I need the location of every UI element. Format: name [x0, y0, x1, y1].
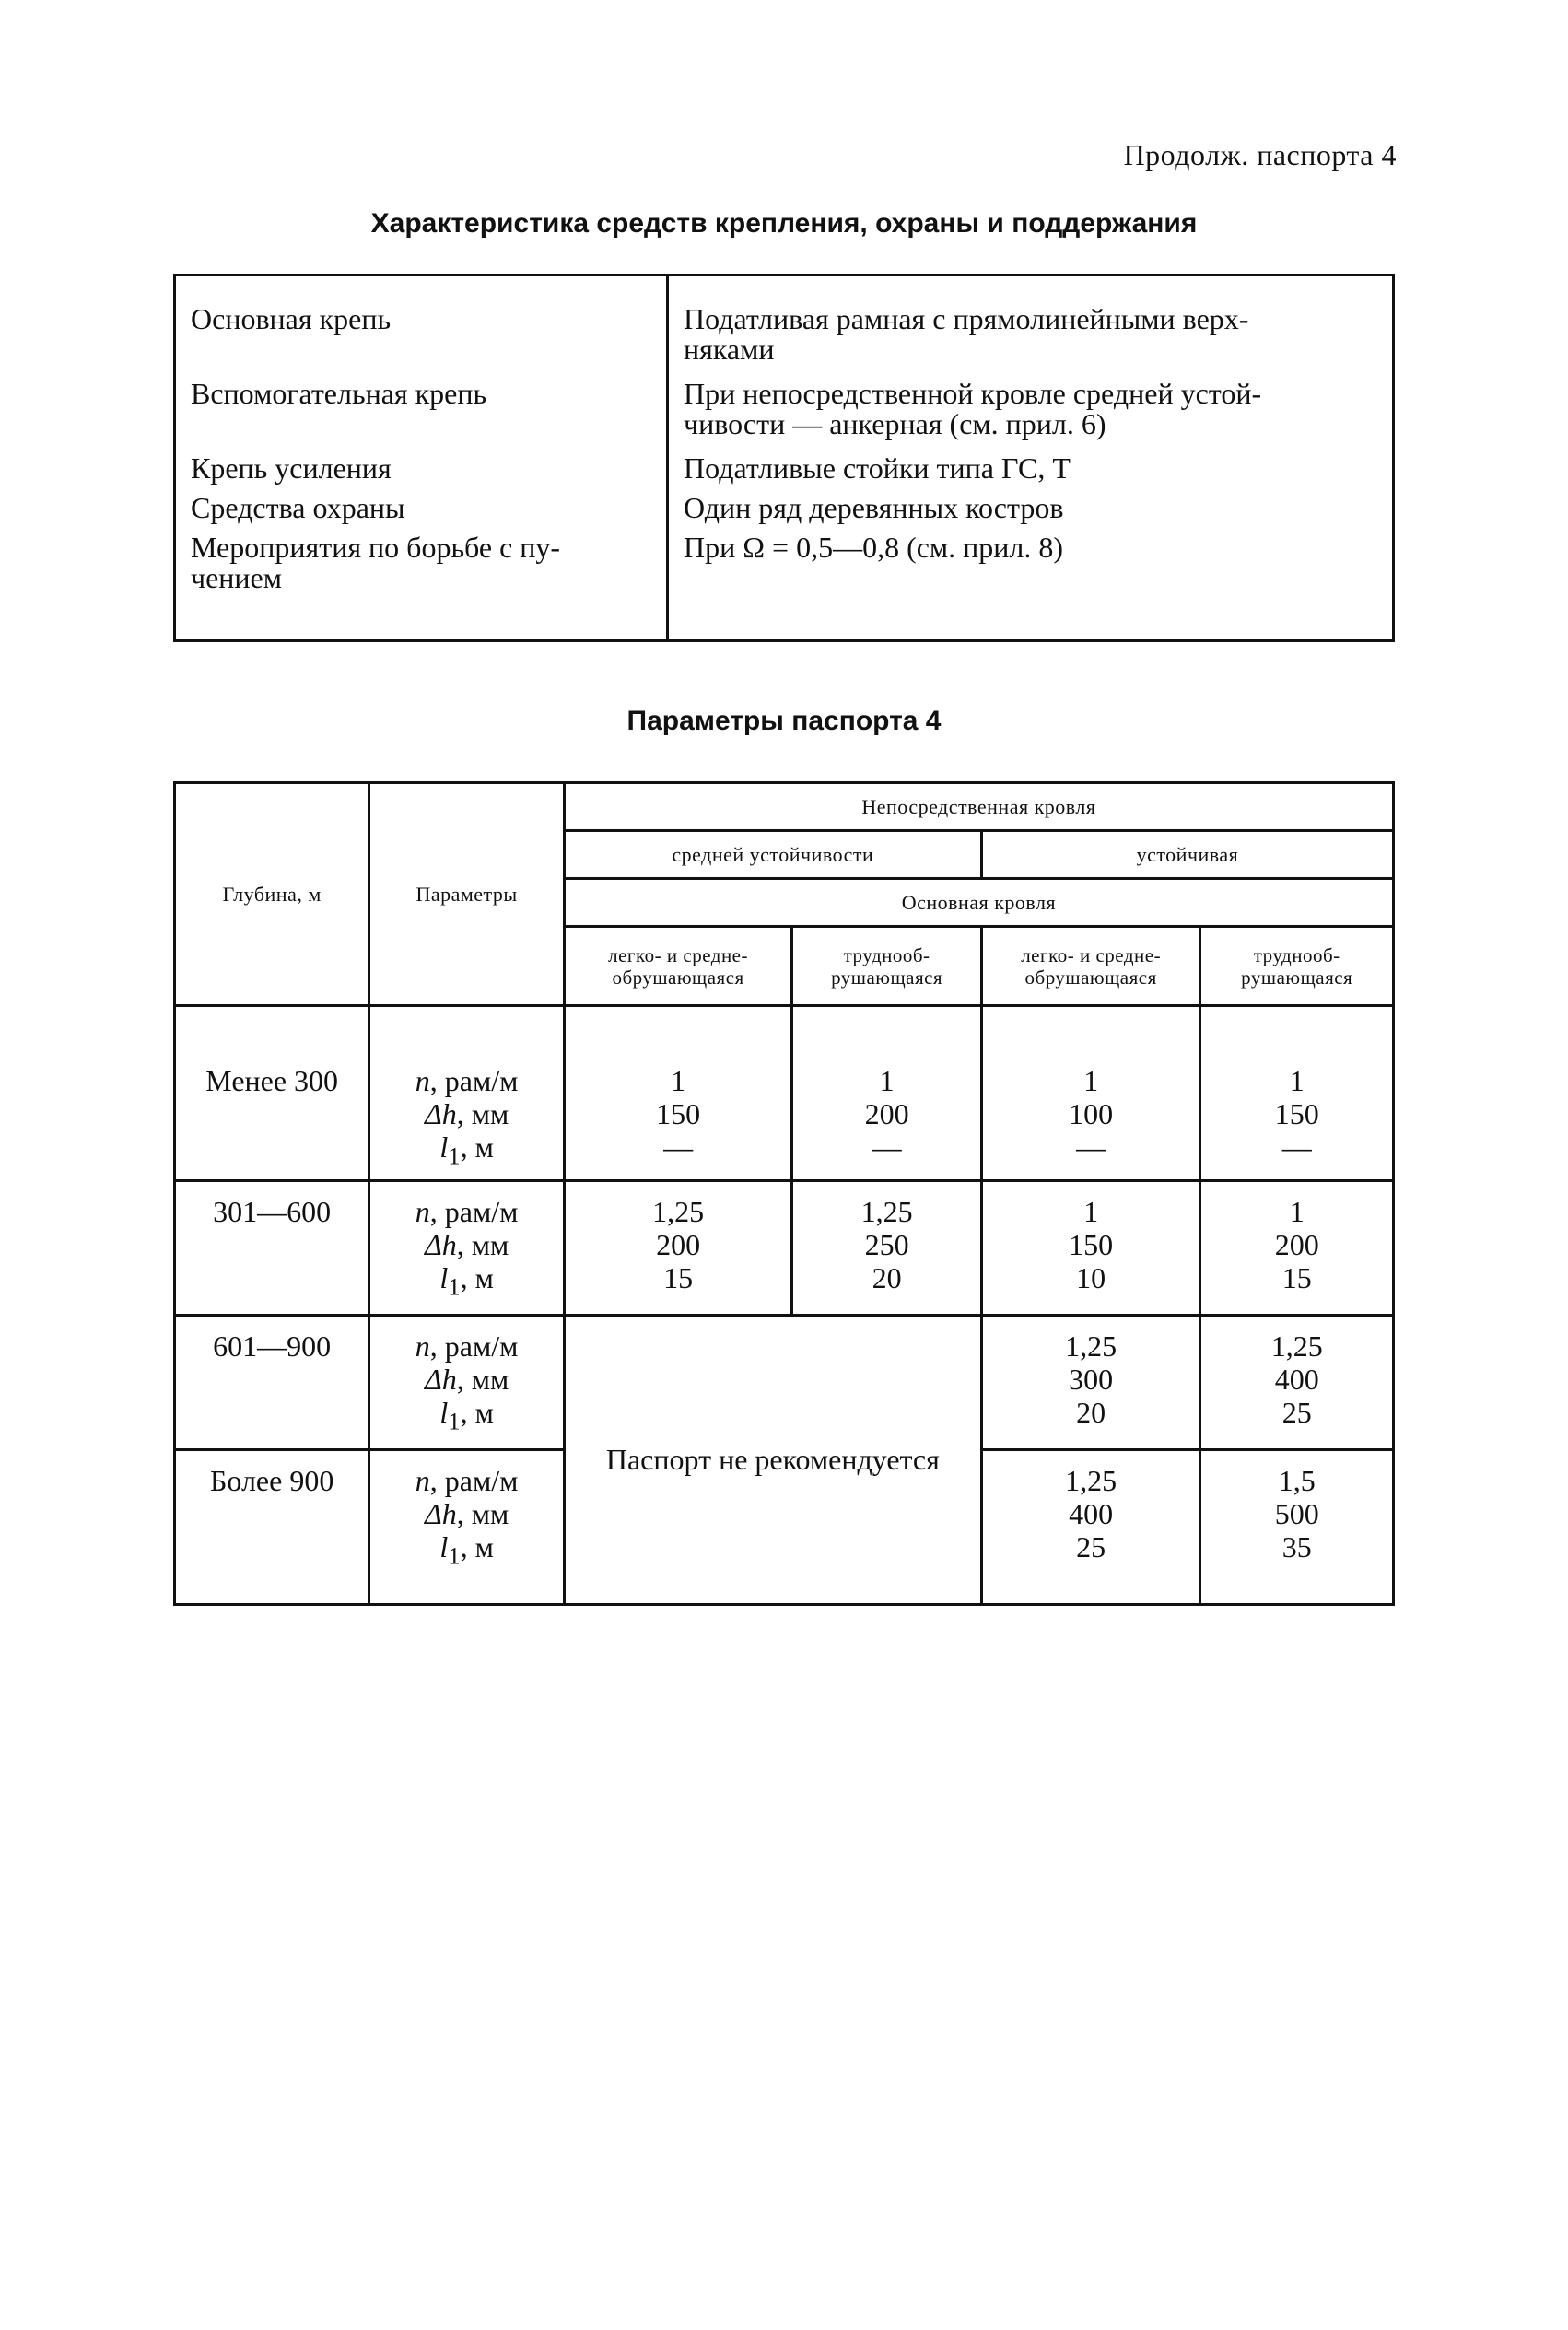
header-main-roof: Основная кровля [564, 879, 1393, 927]
value-cell: 1,25 250 20 [792, 1181, 982, 1316]
label-measures-line1: Мероприятия по борьбе с пу- [191, 531, 561, 564]
label-reinforcement: Крепь усиления [191, 451, 392, 485]
table1-title: Характеристика средств крепления, охраны и поддержания [370, 208, 1198, 239]
value-reinforcement: Податливые стойки типа ГС, Т [684, 451, 1071, 485]
header-sub-3: легко- и средне- обрушающаяся [981, 927, 1200, 1006]
value-cell: 1 150 — [564, 1006, 791, 1181]
value-main-support-line2: няками [684, 333, 775, 366]
labels-cell [175, 275, 668, 641]
value-cell: 1 200 — [792, 1006, 982, 1181]
not-recommended-cell: Паспорт не рекомендуется [564, 1316, 981, 1605]
label-spacer [191, 334, 651, 365]
header-immediate-roof: Непосредственная кровля [564, 783, 1393, 831]
header-sub-1: легко- и средне- обрушающаяся [564, 927, 791, 1006]
label-main-support: Основная крепь [191, 302, 392, 335]
value-measures: При Ω = 0,5—0,8 (см. прил. 8) [684, 531, 1064, 564]
value-aux-support-line1: При непосредственной кровле средней устой- [684, 377, 1262, 410]
header-medium-stability: средней устойчивости [564, 831, 981, 879]
value-cell: 1,25 300 20 [981, 1316, 1200, 1450]
value-cell: 1 100 — [981, 1006, 1200, 1181]
value-cell: 1,5 500 35 [1200, 1450, 1394, 1605]
value-protection: Один ряд деревянных костров [684, 491, 1064, 524]
depth-cell: 301—600 [175, 1181, 369, 1316]
depth-cell: 601—900 [175, 1316, 369, 1450]
params-cell: n, рам/м Δh, мм $l_1$, м [369, 1181, 564, 1316]
support-characteristics-table [173, 274, 1395, 642]
params-cell: n, рам/м Δh, мм $l_1$, м [369, 1450, 564, 1605]
params-cell: n, рам/м Δh, мм $l_1$, м [369, 1006, 564, 1181]
header-depth: Глубина, м [175, 783, 369, 1006]
depth-cell: Менее 300 [175, 1006, 369, 1181]
params-cell: n, рам/м Δh, мм $l_1$, м [369, 1316, 564, 1450]
value-cell: 1 150 — [1200, 1006, 1394, 1181]
value-aux-support-line2: чивости — анкерная (см. прил. 6) [684, 407, 1106, 440]
depth-cell: Более 900 [175, 1450, 369, 1605]
value-cell: 1,25 400 25 [1200, 1316, 1394, 1450]
label-measures-line2: чением [191, 561, 282, 594]
label-protection: Средства охраны [191, 491, 405, 524]
table2-title: Параметры паспорта 4 [626, 706, 942, 736]
header-stable: устойчивая [981, 831, 1393, 879]
header-sub-4: труднооб- рушающаяся [1200, 927, 1394, 1006]
continuation-label: Продолж. паспорта 4 [1123, 138, 1397, 171]
header-params: Параметры [369, 783, 564, 1006]
value-cell: 1,25 200 15 [564, 1181, 791, 1316]
values-cell [668, 275, 1394, 641]
label-spacer [191, 409, 651, 439]
value-cell: 1,25 400 25 [981, 1450, 1200, 1605]
label-aux-support: Вспомогательная крепь [191, 377, 487, 410]
passport-parameters-table [173, 781, 1395, 1606]
value-main-support-line1: Податливая рамная с прямолинейными верх- [684, 302, 1249, 335]
header-sub-2: труднооб- рушающаяся [792, 927, 982, 1006]
value-cell: 1 150 10 [981, 1181, 1200, 1316]
value-cell: 1 200 15 [1200, 1181, 1394, 1316]
